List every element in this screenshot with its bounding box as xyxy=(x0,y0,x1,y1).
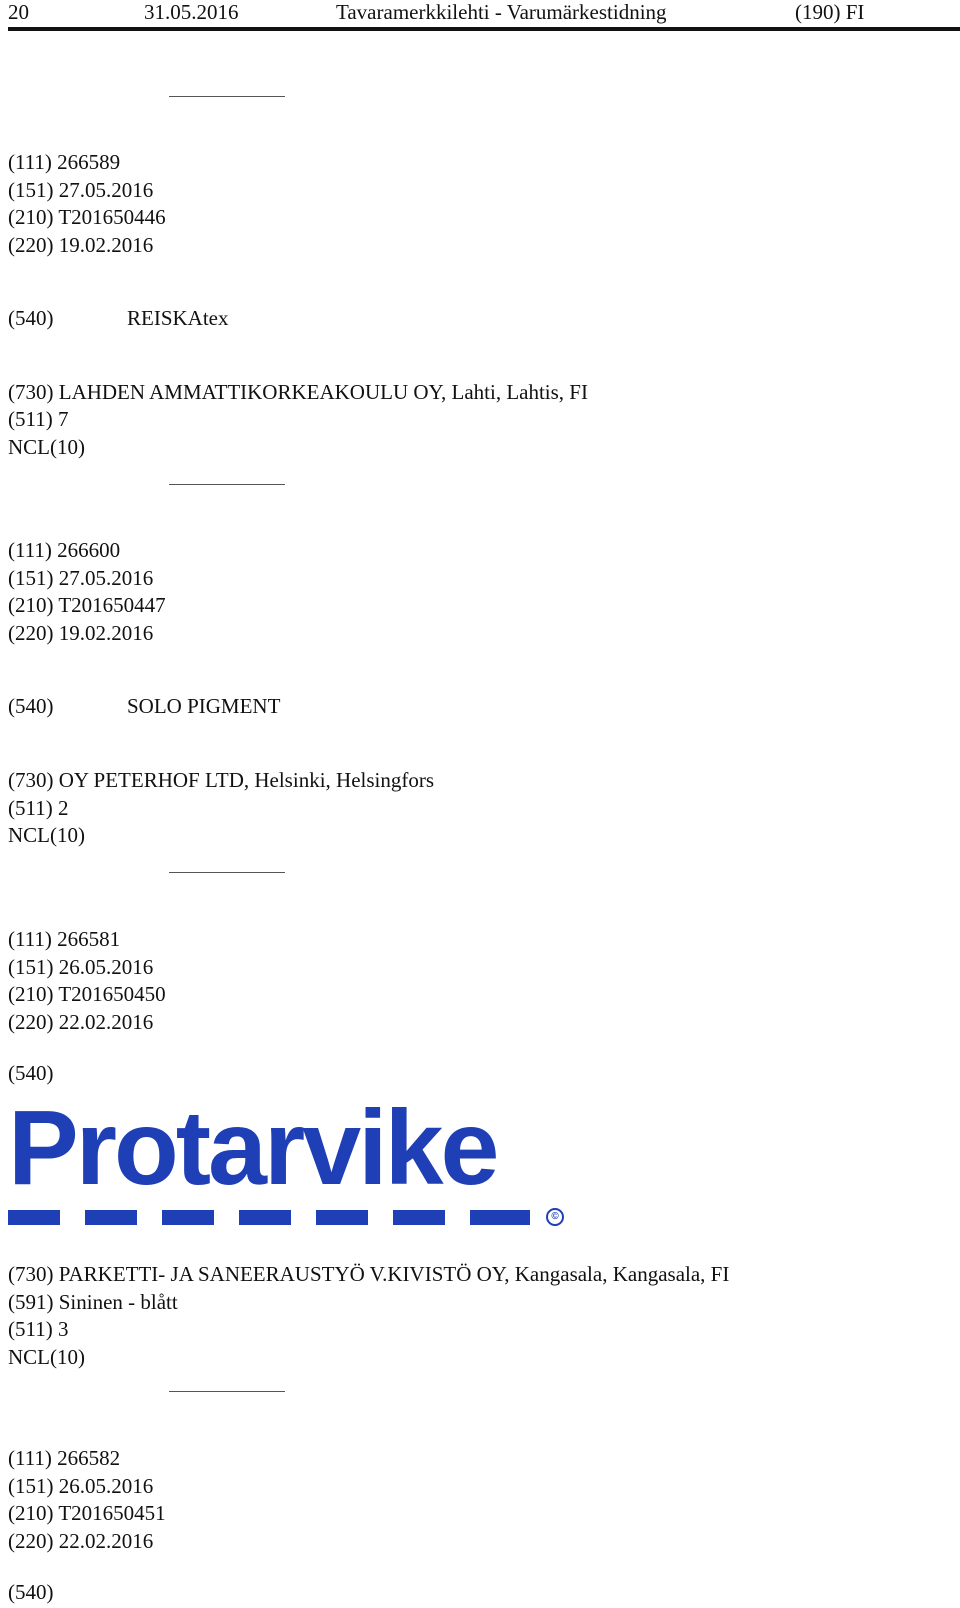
holder: (730) LAHDEN AMMATTIKORKEAKOULU OY, Lahti, Lahtis, FI xyxy=(8,380,588,404)
mark-text: SOLO PIGMENT xyxy=(127,694,281,718)
filing-date: (220) 19.02.2016 xyxy=(8,233,154,257)
classification-edition: NCL(10) xyxy=(8,435,85,459)
entry-separator xyxy=(169,484,285,485)
color-claim: (591) Sininen - blått xyxy=(8,1290,178,1314)
class: (511) 3 xyxy=(8,1317,69,1341)
header-rule xyxy=(8,27,960,31)
mark-label: (540) xyxy=(8,1061,54,1085)
application-number: (210) T201650450 xyxy=(8,982,166,1006)
logo-dash xyxy=(470,1210,530,1225)
filing-date: (220) 22.02.2016 xyxy=(8,1010,154,1034)
mark-label: (540) xyxy=(8,1580,54,1604)
logo-dash xyxy=(8,1210,60,1225)
registration-date: (151) 26.05.2016 xyxy=(8,955,154,979)
registration-number: (111) 266600 xyxy=(8,538,121,562)
registration-number: (111) 266582 xyxy=(8,1446,121,1470)
registration-date: (151) 27.05.2016 xyxy=(8,566,154,590)
mark-label: (540) xyxy=(8,306,54,330)
registration-number: (111) 266589 xyxy=(8,150,121,174)
mark-label: (540) xyxy=(8,694,54,718)
entry-separator xyxy=(169,1391,285,1392)
class: (511) 7 xyxy=(8,407,69,431)
logo-dash xyxy=(239,1210,291,1225)
country-code: (190) FI xyxy=(795,0,865,24)
holder: (730) OY PETERHOF LTD, Helsinki, Helsingfors xyxy=(8,768,435,792)
logo-dash xyxy=(85,1210,137,1225)
filing-date: (220) 19.02.2016 xyxy=(8,621,154,645)
application-number: (210) T201650446 xyxy=(8,205,166,229)
holder: (730) PARKETTI- JA SANEERAUSTYÖ V.KIVISTÖ OY, Kangasala, Kangasala, FI xyxy=(8,1262,730,1286)
class: (511) 2 xyxy=(8,796,69,820)
registration-date: (151) 26.05.2016 xyxy=(8,1474,154,1498)
page-number: 20 xyxy=(8,0,29,24)
logo-dash xyxy=(393,1210,445,1225)
mark-text: REISKAtex xyxy=(127,306,229,330)
application-number: (210) T201650451 xyxy=(8,1501,166,1525)
issue-date: 31.05.2016 xyxy=(144,0,239,24)
logo-wordmark: Protarvike xyxy=(8,1089,497,1207)
copyright-icon: © xyxy=(546,1208,564,1226)
application-number: (210) T201650447 xyxy=(8,593,166,617)
filing-date: (220) 22.02.2016 xyxy=(8,1529,154,1553)
classification-edition: NCL(10) xyxy=(8,1345,85,1369)
classification-edition: NCL(10) xyxy=(8,823,85,847)
registration-date: (151) 27.05.2016 xyxy=(8,178,154,202)
logo-dash xyxy=(162,1210,214,1225)
journal-title: Tavaramerkkilehti - Varumärkestidning xyxy=(336,0,667,24)
entry-separator xyxy=(169,96,285,97)
registration-number: (111) 266581 xyxy=(8,927,121,951)
logo-dash xyxy=(316,1210,368,1225)
entry-separator xyxy=(169,872,285,873)
